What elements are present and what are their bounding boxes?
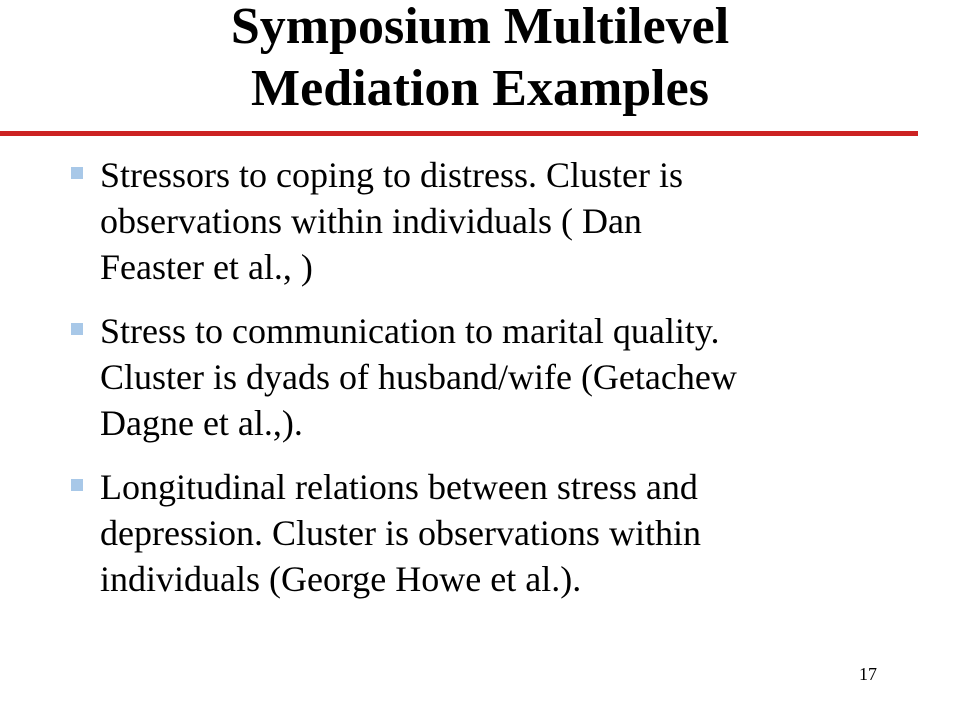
square-bullet-icon bbox=[71, 479, 83, 491]
bullet-line: Stress to communication to marital quality. bbox=[100, 311, 720, 351]
bullet-line: depression. Cluster is observations within bbox=[100, 513, 701, 553]
bullet-item bbox=[0, 152, 880, 290]
slide-title bbox=[80, 0, 880, 120]
title-line-1: Symposium Multilevel bbox=[230, 0, 730, 55]
bullet-line: Dagne et al.,). bbox=[100, 403, 303, 443]
square-bullet-icon bbox=[71, 167, 83, 179]
bullet-line: Feaster et al., ) bbox=[100, 247, 313, 287]
bullet-line: Cluster is dyads of husband/wife (Getachew bbox=[100, 357, 737, 397]
bullet-line: Longitudinal relations between stress and bbox=[100, 467, 698, 507]
bullet-line: Stressors to coping to distress. Cluster is bbox=[100, 155, 683, 195]
title-line-2: Mediation Examples bbox=[251, 60, 709, 117]
bullet-item bbox=[0, 464, 880, 602]
bullet-item bbox=[0, 308, 880, 446]
square-bullet-icon bbox=[71, 323, 83, 335]
bullet-line: observations within individuals ( Dan bbox=[100, 201, 642, 241]
bullet-line: individuals (George Howe et al.). bbox=[100, 559, 582, 599]
title-divider bbox=[0, 131, 918, 136]
page-number: 17 bbox=[859, 664, 877, 684]
bullet-list bbox=[0, 152, 960, 620]
